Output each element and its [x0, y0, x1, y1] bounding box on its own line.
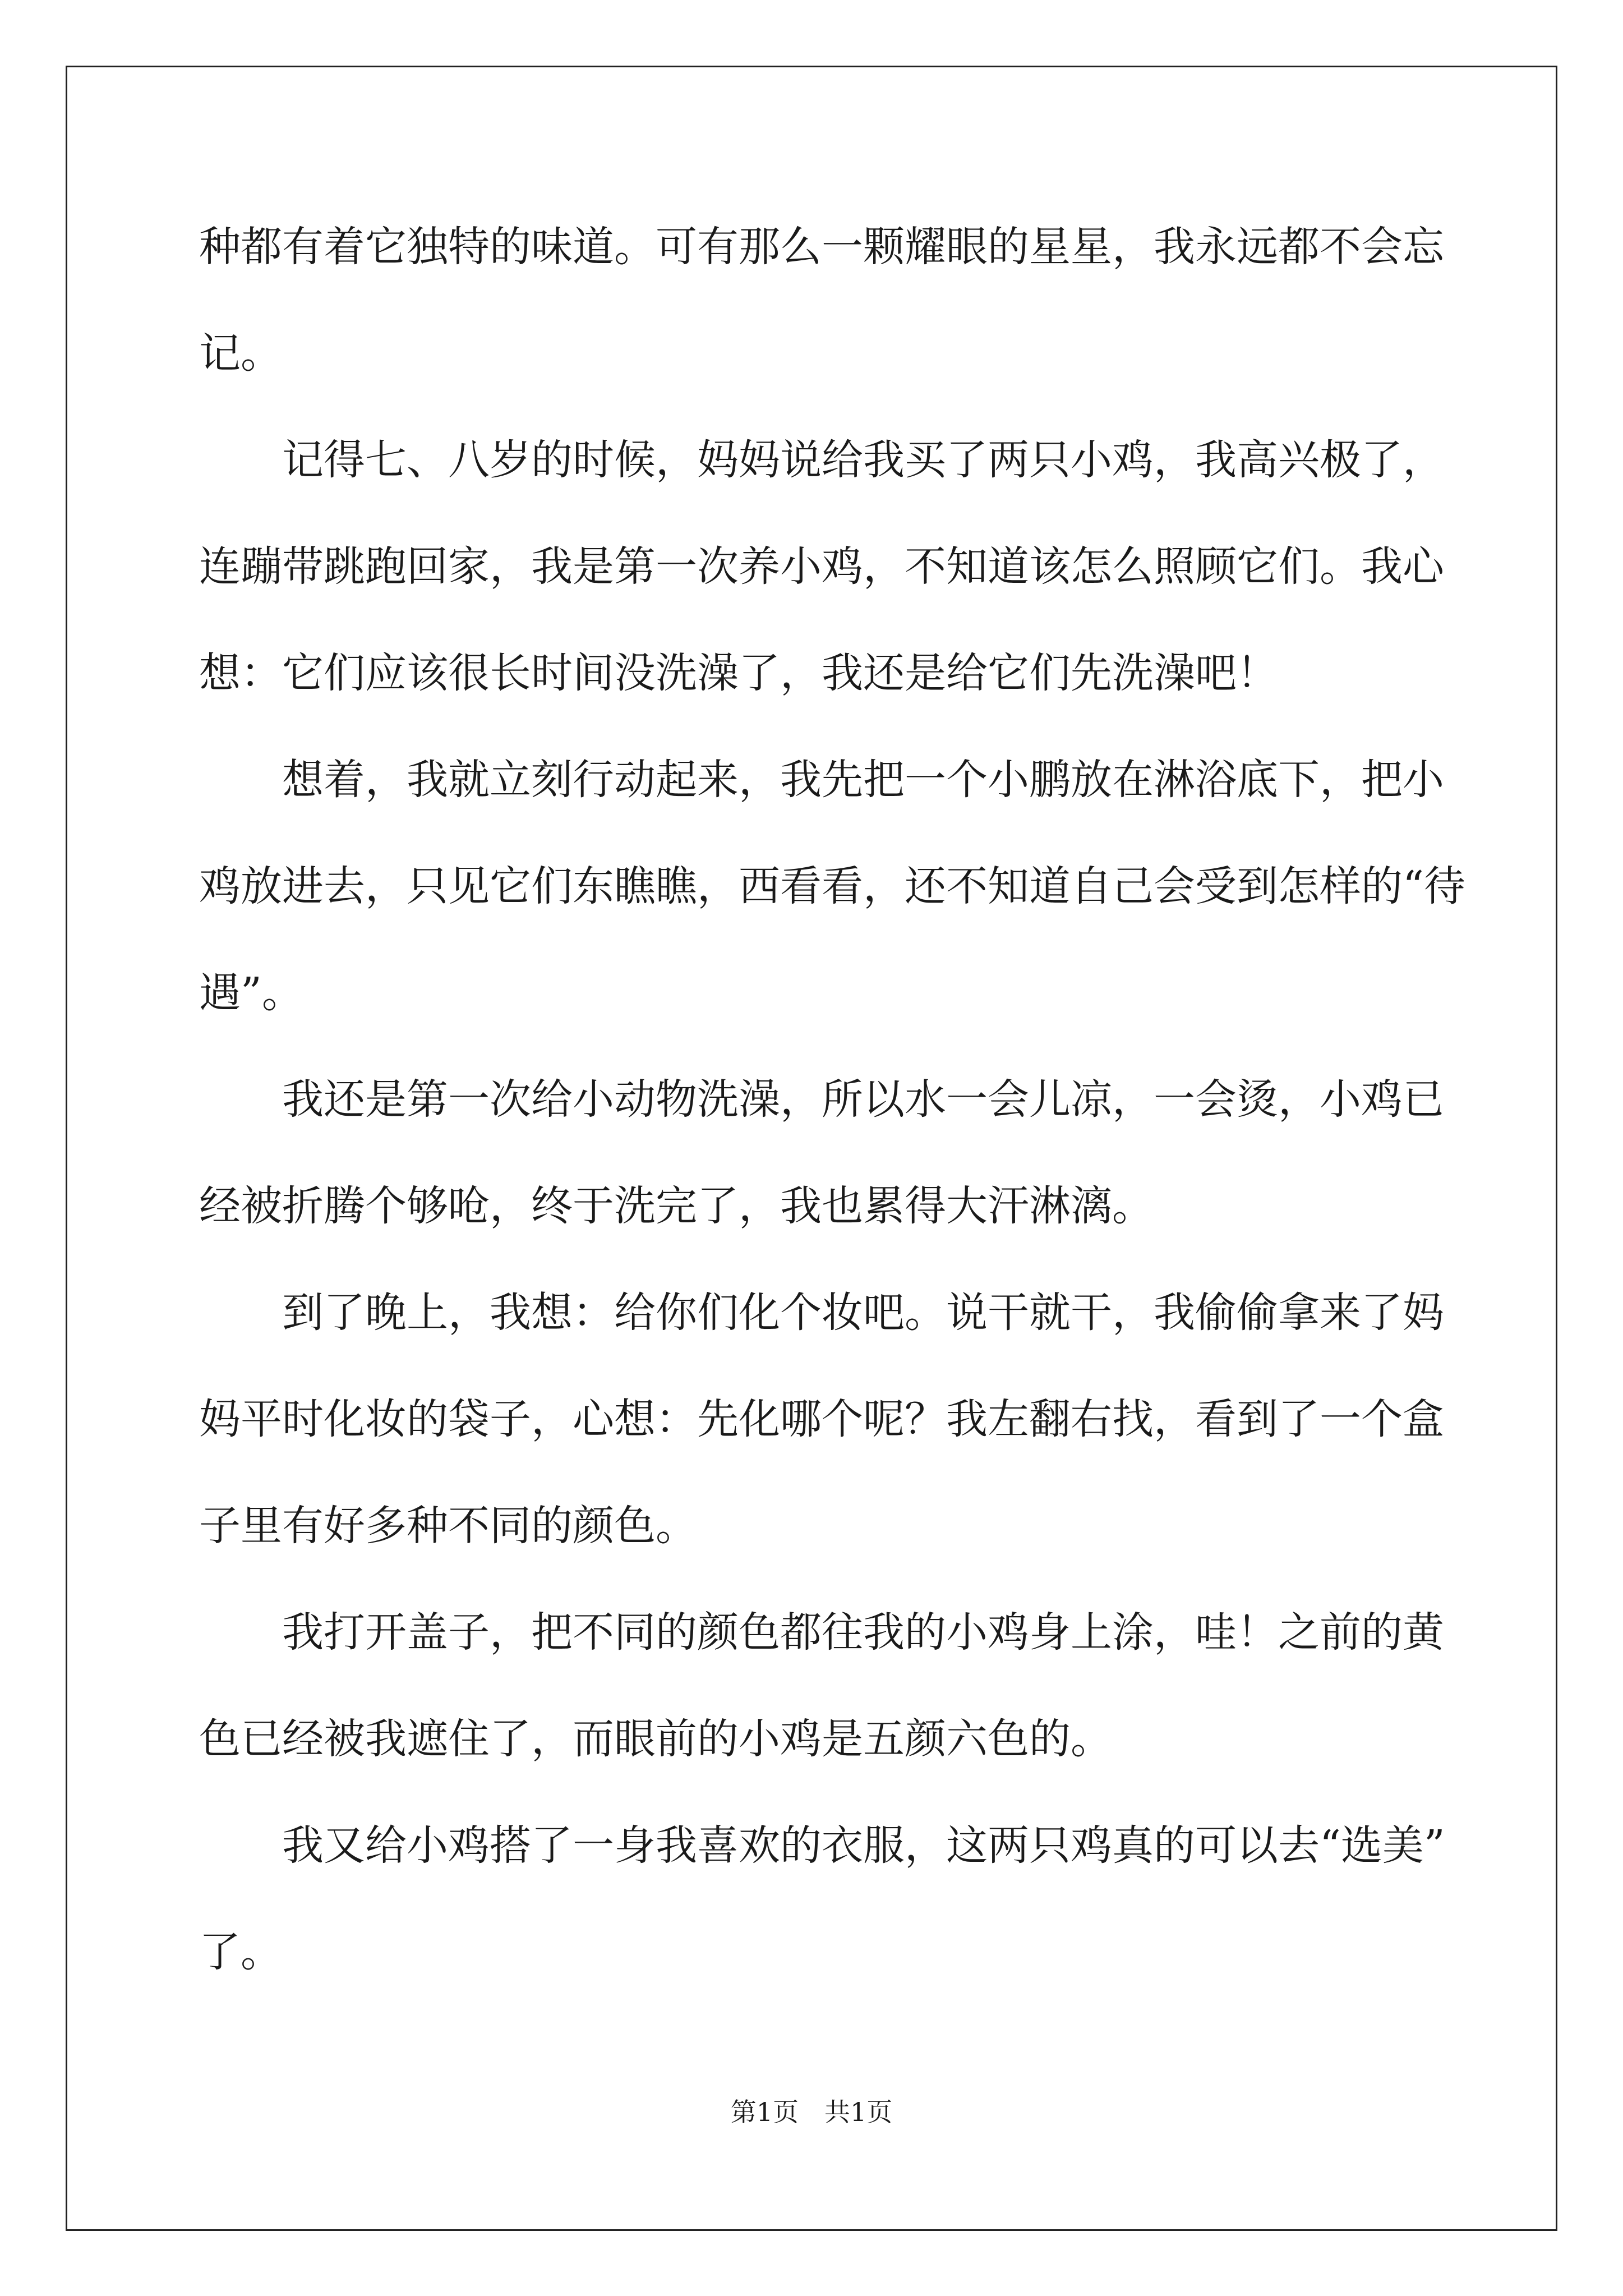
text-line: 想着，我就立刻行动起来，我先把一个小鹏放在淋浴底下，把小 — [282, 756, 1444, 804]
text-line: 色已经被我遮住了，而眼前的小鸡是五颜六色的。 — [199, 1715, 1112, 1763]
text-line: 经被折腾个够呛，终于洗完了，我也累得大汗淋漓。 — [199, 1182, 1154, 1230]
text-line: 遇”。 — [199, 969, 303, 1017]
text-line: 记得七、八岁的时候，妈妈说给我买了两只小鸡，我高兴极了， — [282, 436, 1444, 484]
page-number-footer: 第1页 共1页 — [730, 2097, 893, 2127]
text-line: 到了晚上，我想：给你们化个妆吧。说干就干，我偷偷拿来了妈 — [282, 1289, 1444, 1337]
text-line: 连蹦带跳跑回家，我是第一次养小鸡，不知道该怎么照顾它们。我心 — [199, 542, 1444, 591]
text-line: 鸡放进去，只见它们东瞧瞧，西看看，还不知道自己会受到怎样的“待 — [199, 862, 1465, 910]
page-border — [66, 66, 1557, 2231]
text-line: 妈平时化妆的袋子，心想：先化哪个呢？我左翻右找，看到了一个盒 — [199, 1395, 1444, 1443]
text-line: 我又给小鸡搭了一身我喜欢的衣服，这两只鸡真的可以去“选美” — [282, 1821, 1445, 1870]
text-line: 我还是第一次给小动物洗澡，所以水一会儿凉，一会烫，小鸡已 — [282, 1075, 1444, 1124]
text-line: 了。 — [199, 1928, 282, 1976]
text-line: 我打开盖子，把不同的颜色都往我的小鸡身上涂，哇！之前的黄 — [282, 1608, 1444, 1657]
text-line: 子里有好多种不同的颜色。 — [199, 1502, 697, 1550]
text-line: 记。 — [199, 329, 282, 378]
text-line: 种都有着它独特的味道。可有那么一颗耀眼的星星，我永远都不会忘 — [199, 223, 1444, 271]
text-line: 想：它们应该很长时间没洗澡了，我还是给它们先洗澡吧！ — [199, 649, 1278, 697]
